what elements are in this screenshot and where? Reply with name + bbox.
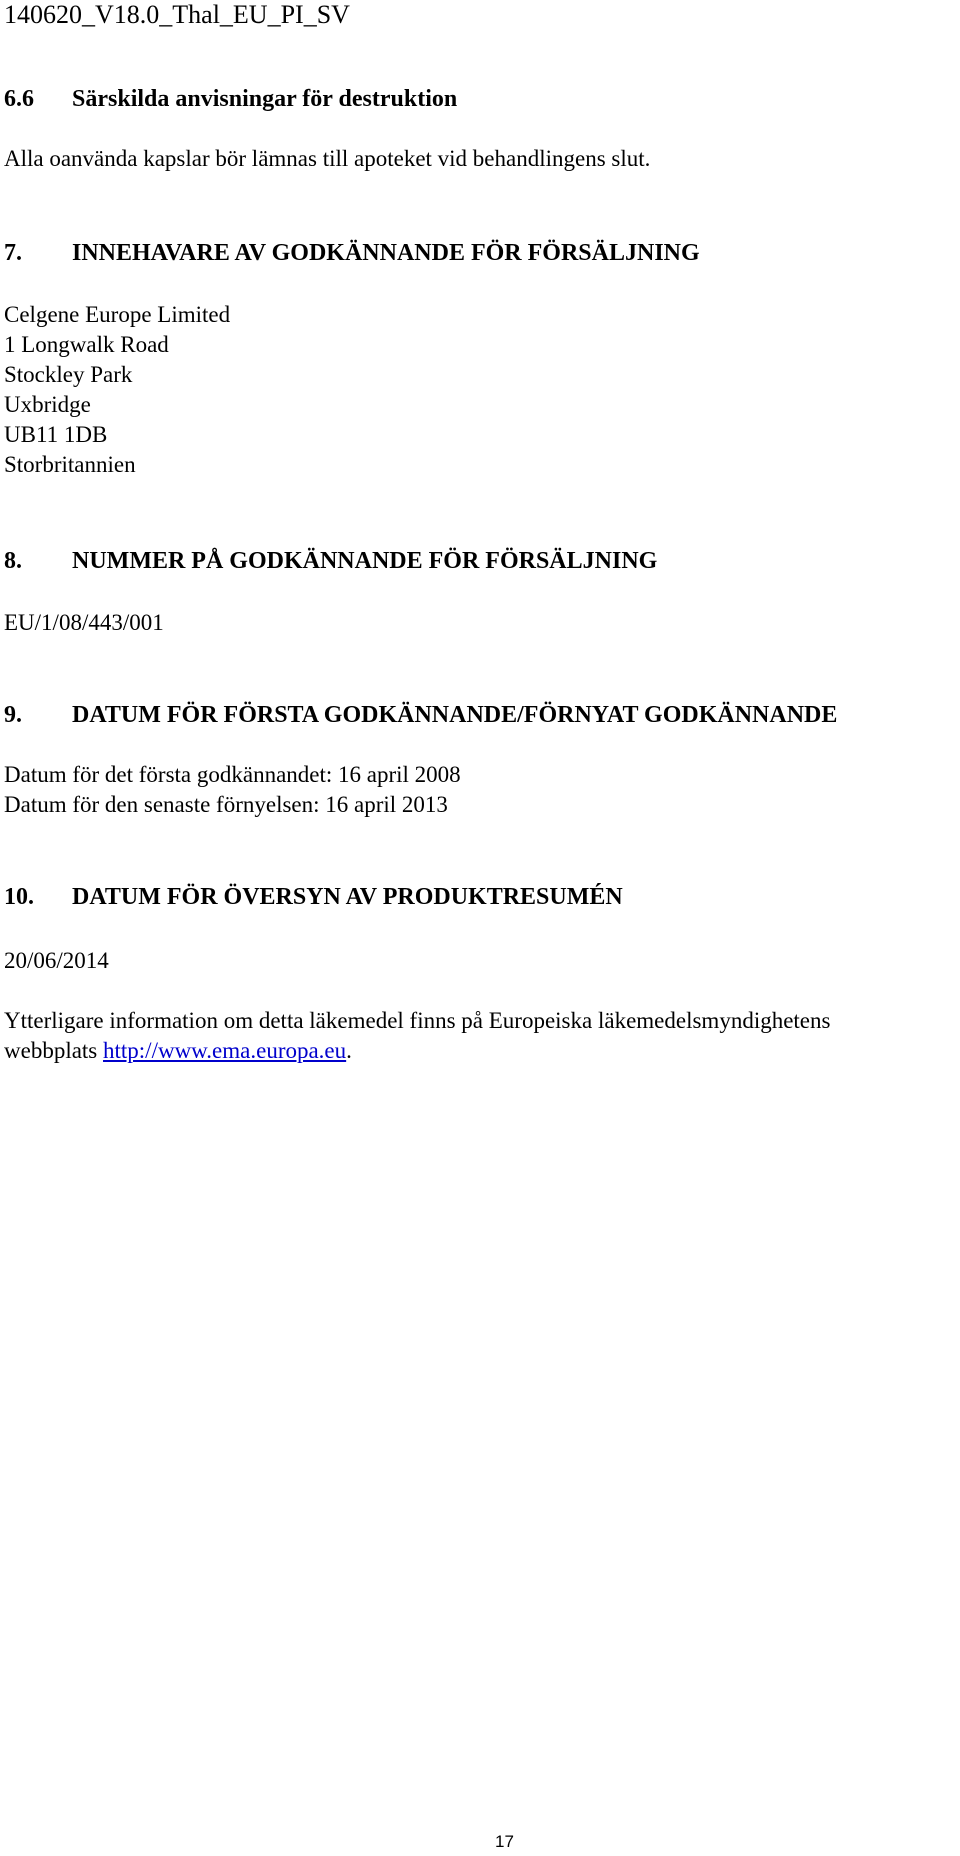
- info-line-2: [4, 1036, 960, 1066]
- info-suffix: .: [346, 1038, 352, 1063]
- section-title: NUMMER PÅ GODKÄNNANDE FÖR FÖRSÄLJNING: [72, 548, 658, 574]
- page-number: 17: [495, 1832, 514, 1851]
- section-title: Särskilda anvisningar för destruktion: [72, 86, 458, 112]
- section-number: 9.: [4, 702, 22, 728]
- ema-website-link[interactable]: http://www.ema.europa.eu: [103, 1038, 347, 1063]
- authorisation-number: EU/1/08/443/001: [4, 610, 164, 635]
- section-6-6-body: Alla oanvända kapslar bör lämnas till apoteket vid behandlingens slut.: [4, 146, 651, 171]
- section-title: INNEHAVARE AV GODKÄNNANDE FÖR FÖRSÄLJNING: [72, 240, 700, 266]
- authorisation-dates: [4, 760, 461, 820]
- section-number: 7.: [4, 240, 22, 266]
- section-7-heading: [4, 240, 904, 270]
- address-line: Uxbridge: [4, 392, 91, 417]
- more-information: [4, 1006, 960, 1066]
- address-line: Storbritannien: [4, 452, 136, 477]
- address-line: Stockley Park: [4, 362, 133, 387]
- section-title: DATUM FÖR FÖRSTA GODKÄNNANDE/FÖRNYAT GODKÄNNANDE: [72, 702, 838, 728]
- info-line: Ytterligare information om detta läkemedel finns på Europeiska läkemedelsmyndighetens: [4, 1008, 831, 1033]
- section-8-heading: [4, 548, 904, 578]
- section-number: 8.: [4, 548, 22, 574]
- section-title: DATUM FÖR ÖVERSYN AV PRODUKTRESUMÉN: [72, 884, 623, 910]
- section-number: 6.6: [4, 86, 34, 112]
- holder-address: [4, 300, 230, 480]
- section-10-heading: [4, 884, 904, 914]
- latest-renewal-date: Datum för den senaste förnyelsen: 16 april 2013: [4, 792, 448, 817]
- address-line: Celgene Europe Limited: [4, 302, 231, 327]
- section-6-6-heading: [4, 86, 904, 116]
- address-line: 1 Longwalk Road: [4, 332, 169, 357]
- document-id-header: 140620_V18.0_Thal_EU_PI_SV: [4, 0, 350, 29]
- section-9-heading: [4, 702, 934, 732]
- first-authorisation-date: Datum för det första godkännandet: 16 april 2008: [4, 762, 461, 787]
- address-line: UB11 1DB: [4, 422, 108, 447]
- section-number: 10.: [4, 884, 34, 910]
- revision-date: 20/06/2014: [4, 948, 109, 973]
- info-prefix: webbplats: [4, 1038, 104, 1063]
